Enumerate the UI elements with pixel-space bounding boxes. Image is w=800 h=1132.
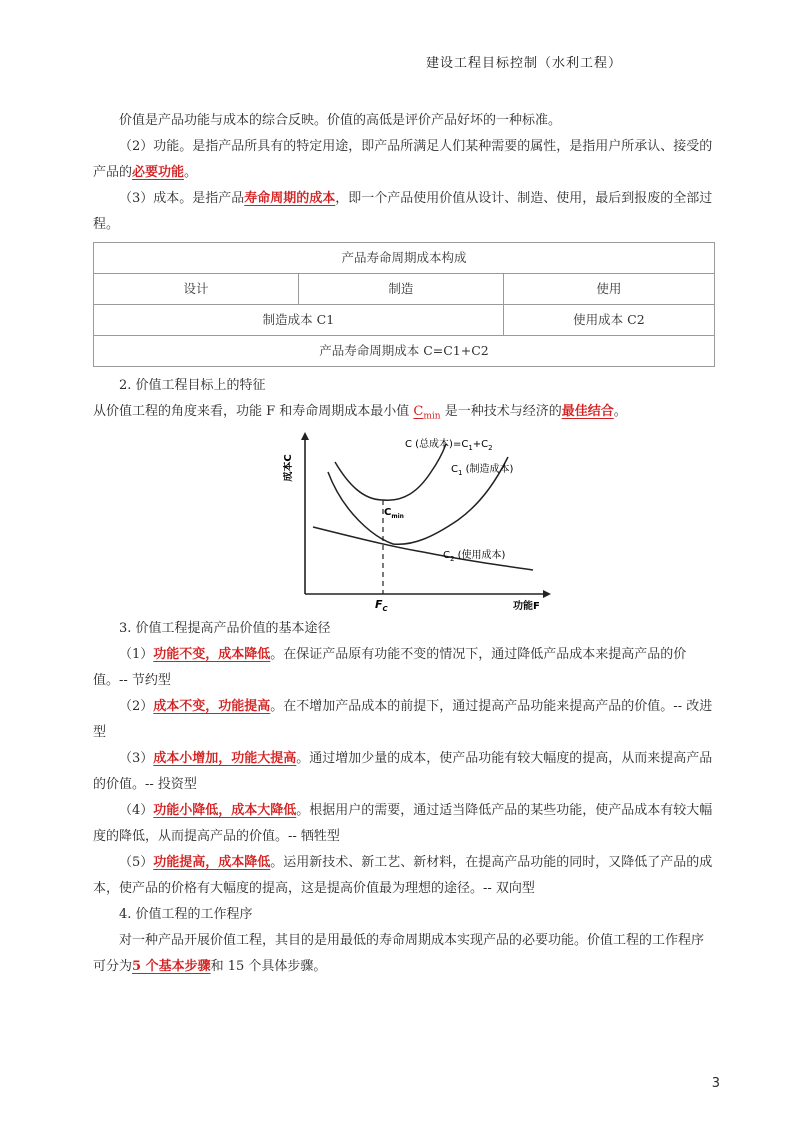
path-item-5: （5）功能提高，成本降低。运用新技术、新工艺、新材料，在提高产品功能的同时，又降低了产品的成本，使产品的价格有大幅度的提高，这是提高价值最为理想的途径。-- 双向型: [93, 854, 713, 896]
stage-use: 使用: [503, 274, 714, 305]
x-axis-label: 功能F: [513, 600, 540, 612]
page-header: 建设工程目标控制（水利工程）: [425, 56, 622, 71]
path-item-3: （3）成本小增加，功能大提高。通过增加少量的成本，使产品功能有较大幅度的提高，从而来提高产品的价值。-- 投资型: [93, 750, 713, 792]
value-definition-paragraph: 价值是产品功能与成本的综合反映。价值的高低是评价产品好坏的一种标准。: [119, 113, 562, 128]
label-c1: $C_1$ (制造成本): [451, 463, 514, 477]
chart-svg: [283, 432, 553, 612]
usage-cost-cell: 使用成本 C2: [503, 305, 714, 336]
path-item-4: （4）功能小降低，成本大降低。根据用户的需要，通过适当降低产品的某些功能，使产品成本有较大幅度的降低，从而提高产品的价值。-- 牺牲型: [93, 802, 713, 844]
page-content: [93, 108, 715, 980]
y-axis-arrow: [301, 432, 309, 440]
total-cost-cell: 产品寿命周期成本 C=C1+C2: [94, 336, 715, 367]
section2-highlight: 最佳结合: [561, 404, 614, 419]
path-item-3-highlight: 成本小增加，功能大提高: [153, 750, 297, 766]
cost-text-end: ，即一个产品使用价值从设计、制造、使用，最后到报废的全部过程。: [93, 191, 713, 232]
label-fc: $F_C$: [375, 597, 388, 612]
manufacturing-cost-cell: 制造成本 C1: [94, 305, 504, 336]
x-axis-arrow: [543, 590, 551, 598]
cost-highlight: 寿命周期的成本: [244, 191, 336, 206]
section2-text: 从价值工程的角度来看，功能 F 和寿命周期成本最小值: [93, 404, 414, 419]
page-number: 3: [711, 1076, 720, 1091]
section2-text-end: 。: [613, 404, 627, 419]
path-item-1-highlight: 功能不变，成本降低: [153, 646, 271, 662]
table-title: 产品寿命周期成本构成: [94, 243, 715, 274]
cost-text: （3）成本。是指产品: [119, 191, 245, 206]
path-item-2: （2）成本不变，功能提高。在不增加产品成本的前提下，通过提高产品功能来提高产品的价值。-- 改进型: [93, 698, 713, 740]
section3-heading: 3. 价值工程提高产品价值的基本途径: [119, 620, 331, 636]
section4-highlight: 5 个基本步骤: [132, 958, 211, 974]
path-item-5-highlight: 功能提高，成本降低: [153, 854, 271, 870]
function-text-end: 。: [184, 165, 198, 180]
path-item-2-highlight: 成本不变，功能提高: [153, 698, 271, 714]
stage-design: 设计: [94, 274, 299, 305]
cmin-symbol: $C_{min}$: [413, 404, 441, 422]
path-item-4-highlight: 功能小降低，成本大降低: [153, 802, 297, 818]
label-c2: $C_2$ (使用成本): [443, 549, 506, 563]
section2-heading: 2. 价值工程目标上的特征: [119, 378, 266, 393]
series-c2-usage: [313, 527, 533, 570]
label-total-cost: C (总成本)$=C_1+C_2$: [405, 438, 493, 452]
path-item-1: （1）功能不变，成本降低。在保证产品原有功能不变的情况下，通过降低产品成本来提高产品的价值。-- 节约型: [93, 646, 687, 688]
series-c-total: [335, 444, 446, 500]
section4-heading: 4. 价值工程的工作程序: [119, 906, 253, 922]
lifecycle-cost-table: [93, 242, 715, 367]
cost-function-chart: [93, 432, 715, 612]
function-highlight: 必要功能: [132, 165, 185, 180]
function-paragraph: [93, 134, 715, 186]
section2-text-mid: 是一种技术与经济的: [440, 404, 562, 419]
cost-paragraph: [93, 186, 715, 238]
y-axis-label: 成本C: [283, 453, 294, 482]
function-text: （2）功能。是指产品所具有的特定用途，即产品所满足人们某种需要的属性，是指用户所承认、接受的产品的: [93, 139, 713, 180]
stage-manufacture: 制造: [298, 274, 503, 305]
section4-paragraph: 对一种产品开展价值工程，其目的是用最低的寿命周期成本实现产品的必要功能。价值工程的工作程序可分为5 个基本步骤和 15 个具体步骤。: [93, 932, 705, 974]
section2-paragraph: [93, 399, 715, 430]
label-cmin: $C_{min}$: [384, 506, 404, 520]
